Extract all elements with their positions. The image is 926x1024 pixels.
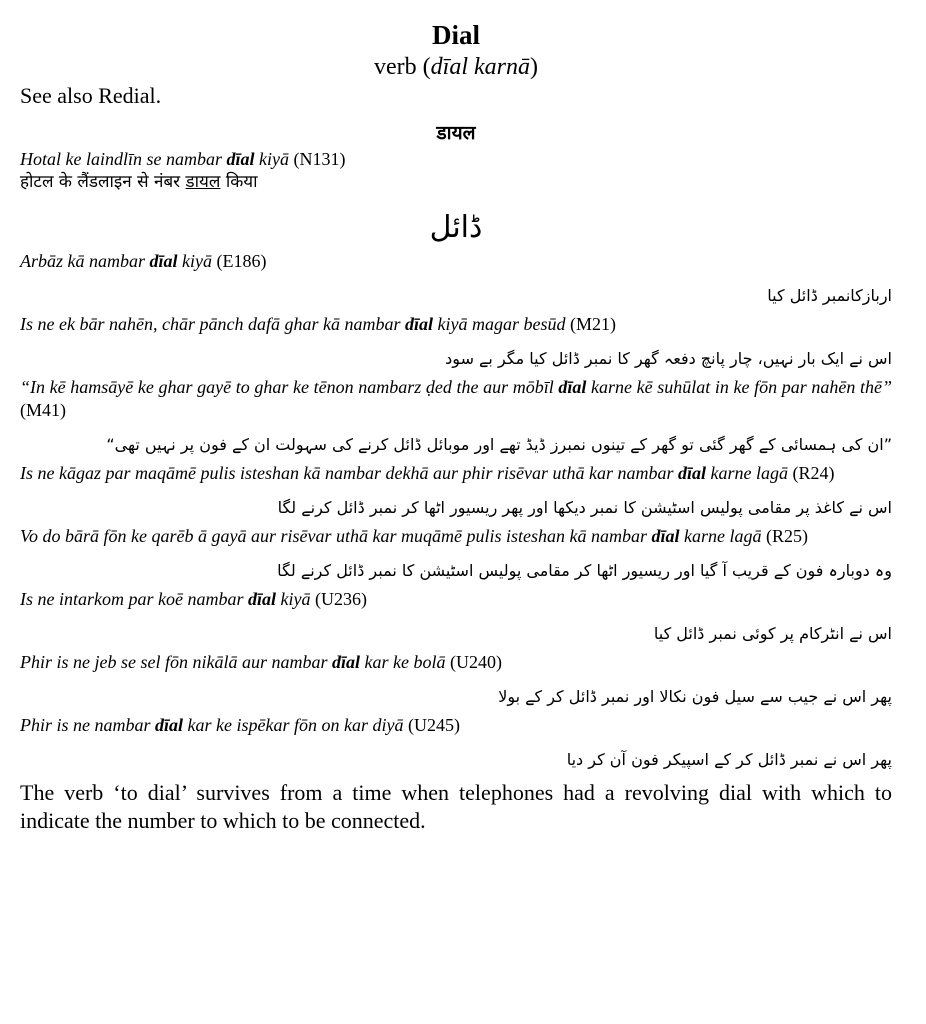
example-urdu: اس نے ایک بار نہیں، چار پانچ دفعہ گھر کا نمبر ڈائل کیا مگر بے سود — [445, 349, 892, 368]
pos-word: verb — [374, 54, 417, 80]
example-ref: (M41) — [20, 400, 66, 420]
example-translit: Is ne kāgaz par maqāmē pulis isteshan kā nambar dekhā aur phir risēvar uthā kar nambar dīal karne lagā (R24) — [20, 463, 835, 483]
hindi-headword: डायल — [436, 122, 476, 144]
example-ref: (N131) — [293, 149, 346, 169]
example-ref: (U236) — [314, 589, 367, 609]
example-translit: Phir is ne jeb se sel fōn nikālā aur nambar dīal kar ke bolā (U240) — [20, 652, 502, 672]
dictionary-entry — [20, 18, 892, 835]
example-ref: (R25) — [765, 526, 808, 546]
part-of-speech: verb (dīal karnā) — [374, 54, 538, 80]
example-translit: Vo do bārā fōn ke qarēb ā gayā aur risēvar uthā kar muqāmē pulis isteshan kā nambar dīal karne lagā (R25) — [20, 526, 808, 546]
example-ref: (U245) — [407, 715, 460, 735]
usage-note: The verb ‘to dial’ survives from a time when telephones had a revolving dial with which to indicate the number to which to be connected. — [20, 780, 892, 833]
example-urdu: اس نے کاغذ پر مقامی پولیس اسٹیشن کا نمبر دیکھا اور پھر ریسیور اٹھا کر نمبر ڈائل کرنے لگا — [277, 498, 892, 517]
example-devanagari: होटल के लैंडलाइन से नंबर डायल किया — [20, 172, 258, 192]
example-translit: Is ne intarkom par koē nambar dīal kiyā (U236) — [20, 589, 367, 609]
example-urdu: ”ان کی ہمسائی کے گھر گئی تو گھر کے تینوں نمبرز ڈیڈ تھے اور موبائل ڈائل کرنے کی سہولت ان کے فون پر نہیں تھی“ — [106, 435, 892, 454]
example-translit: Arbāz kā nambar dīal kiyā (E186) — [20, 251, 267, 271]
example-ref: (R24) — [792, 463, 835, 483]
example-translit: Phir is ne nambar dīal kar ke ispēkar fōn on kar diyā (U245) — [20, 715, 460, 735]
example-translit: Is ne ek bār nahēn, chār pānch dafā ghar kā nambar dīal kiyā magar besūd (M21) — [20, 314, 616, 334]
example-urdu: اربازکانمبر ڈائل کیا — [767, 286, 892, 305]
example-urdu: پھر اس نے جیب سے سیل فون نکالا اور نمبر ڈائل کر کے بولا — [498, 687, 892, 706]
example-translit: “In kē hamsāyē ke ghar gayē to ghar ke tēnon nambarz ḍed the aur mōbīl dīal karne kē suhūlat in ke fōn par nahēn thē” (M41) — [20, 377, 892, 420]
headword: Dial — [431, 20, 480, 50]
example-urdu: وہ دوبارہ فون کے قریب آ گیا اور ریسیور اٹھا کر مقامی پولیس اسٹیشن کا نمبر ڈائل کرنے لگا — [277, 561, 892, 580]
example-urdu: پھر اس نے نمبر ڈائل کر کے اسپیکر فون آن کر دیا — [566, 750, 892, 769]
example-translit: Hotal ke laindlīn se nambar dīal kiyā (N131) — [20, 149, 346, 169]
example-ref: (M21) — [569, 314, 616, 334]
see-also: See also Redial. — [20, 83, 162, 108]
urdu-headword: ڈائل — [429, 210, 483, 245]
transliteration-head: dīal karnā — [430, 54, 530, 80]
example-ref: (U240) — [449, 652, 502, 672]
example-urdu: اس نے انٹرکام پر کوئی نمبر ڈائل کیا — [653, 624, 892, 643]
example-ref: (E186) — [216, 251, 267, 271]
